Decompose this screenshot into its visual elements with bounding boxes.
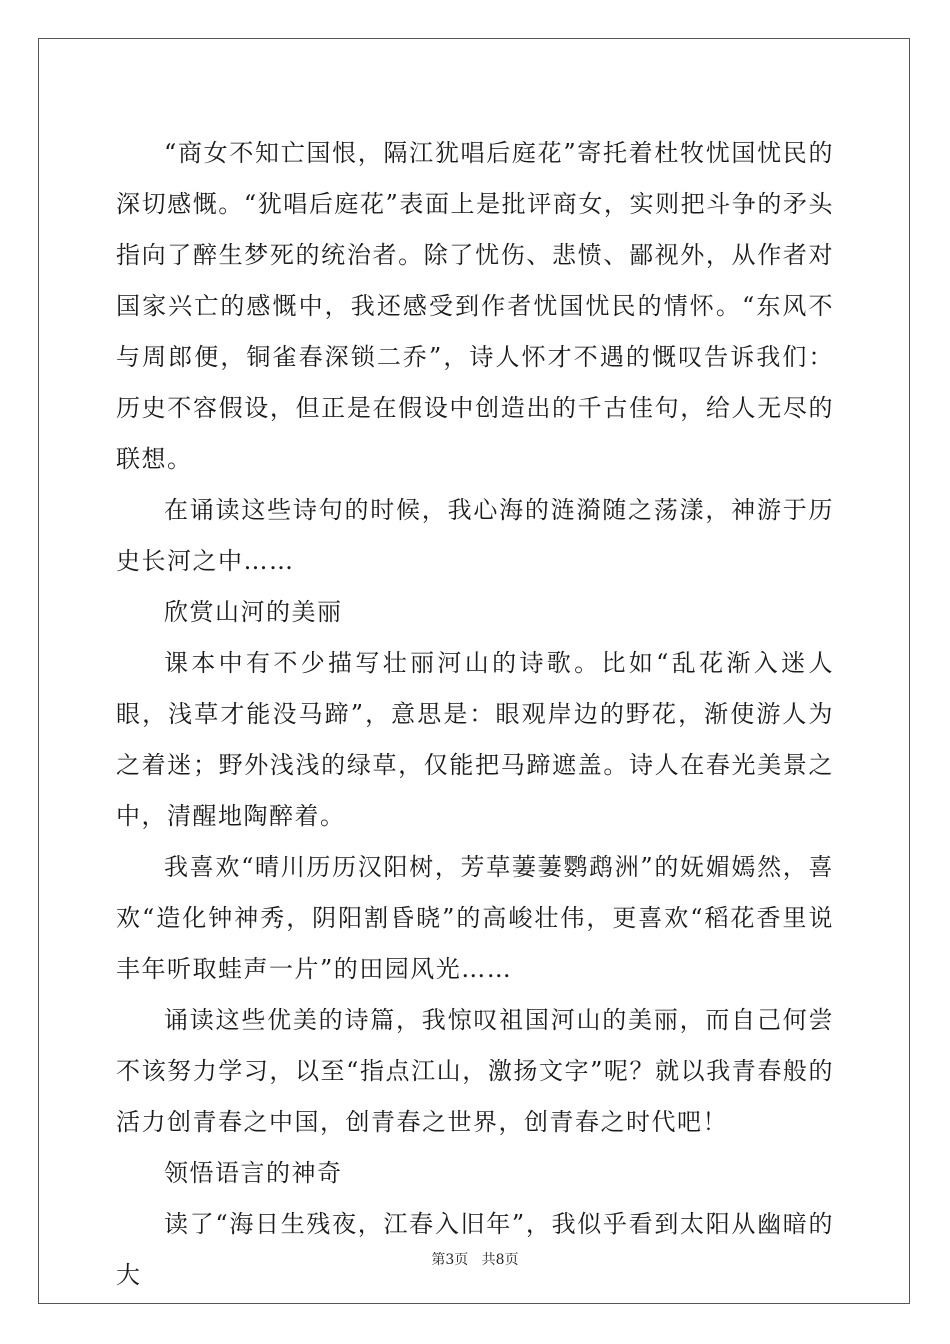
- paragraph: 在诵读这些诗句的时候，我心海的涟漪随之荡漾，神游于历史长河之中……: [116, 496, 834, 575]
- paragraph: 我喜欢“晴川历历汉阳树，芳草萋萋鹦鹉洲”的妩媚嫣然，喜欢“造化钟神秀，阴阳割昏晓”的高峻壮伟，更喜欢“稻花香里说丰年听取蛙声一片”的田园风光……: [116, 853, 834, 983]
- page-number: 第3页: [431, 1252, 469, 1268]
- paragraph: “商女不知亡国恨，隔江犹唱后庭花”寄托着杜牧忧国忧民的深切感慨。“犹唱后庭花”表面上是批评商女，实则把斗争的矛头指向了醉生梦死的统治者。除了忧伤、悲愤、鄙视外，从作者对国家兴亡的感慨中，我还感受到作者忧国忧民的情怀。“东风不与周郎便，铜雀春深锁二乔”，诗人怀才不遇的慨叹告诉我们：历史不容假设，但正是在假设中创造出的千古佳句，给人无尽的联想。: [116, 139, 834, 473]
- section-heading: 领悟语言的神奇: [164, 1159, 343, 1187]
- document-body: [116, 128, 834, 1301]
- page-footer: [0, 1249, 950, 1269]
- paragraph: 读了“海日生残夜，江春入旧年”，我似乎看到太阳从幽暗的大: [116, 1210, 834, 1289]
- section-heading: 欣赏山河的美丽: [164, 598, 343, 626]
- page-total: 共8页: [481, 1252, 519, 1268]
- paragraph: 课本中有不少描写壮丽河山的诗歌。比如“乱花渐入迷人眼，浅草才能没马蹄”，意思是：眼观岸边的野花，渐使游人为之着迷；野外浅浅的绿草，仅能把马蹄遮盖。诗人在春光美景之中，清醒地陶醉着。: [116, 649, 834, 830]
- paragraph: 诵读这些优美的诗篇，我惊叹祖国河山的美丽，而自己何尝不该努力学习，以至“指点江山，激扬文字”呢？就以我青春般的活力创青春之中国，创青春之世界，创青春之时代吧！: [116, 1006, 834, 1136]
